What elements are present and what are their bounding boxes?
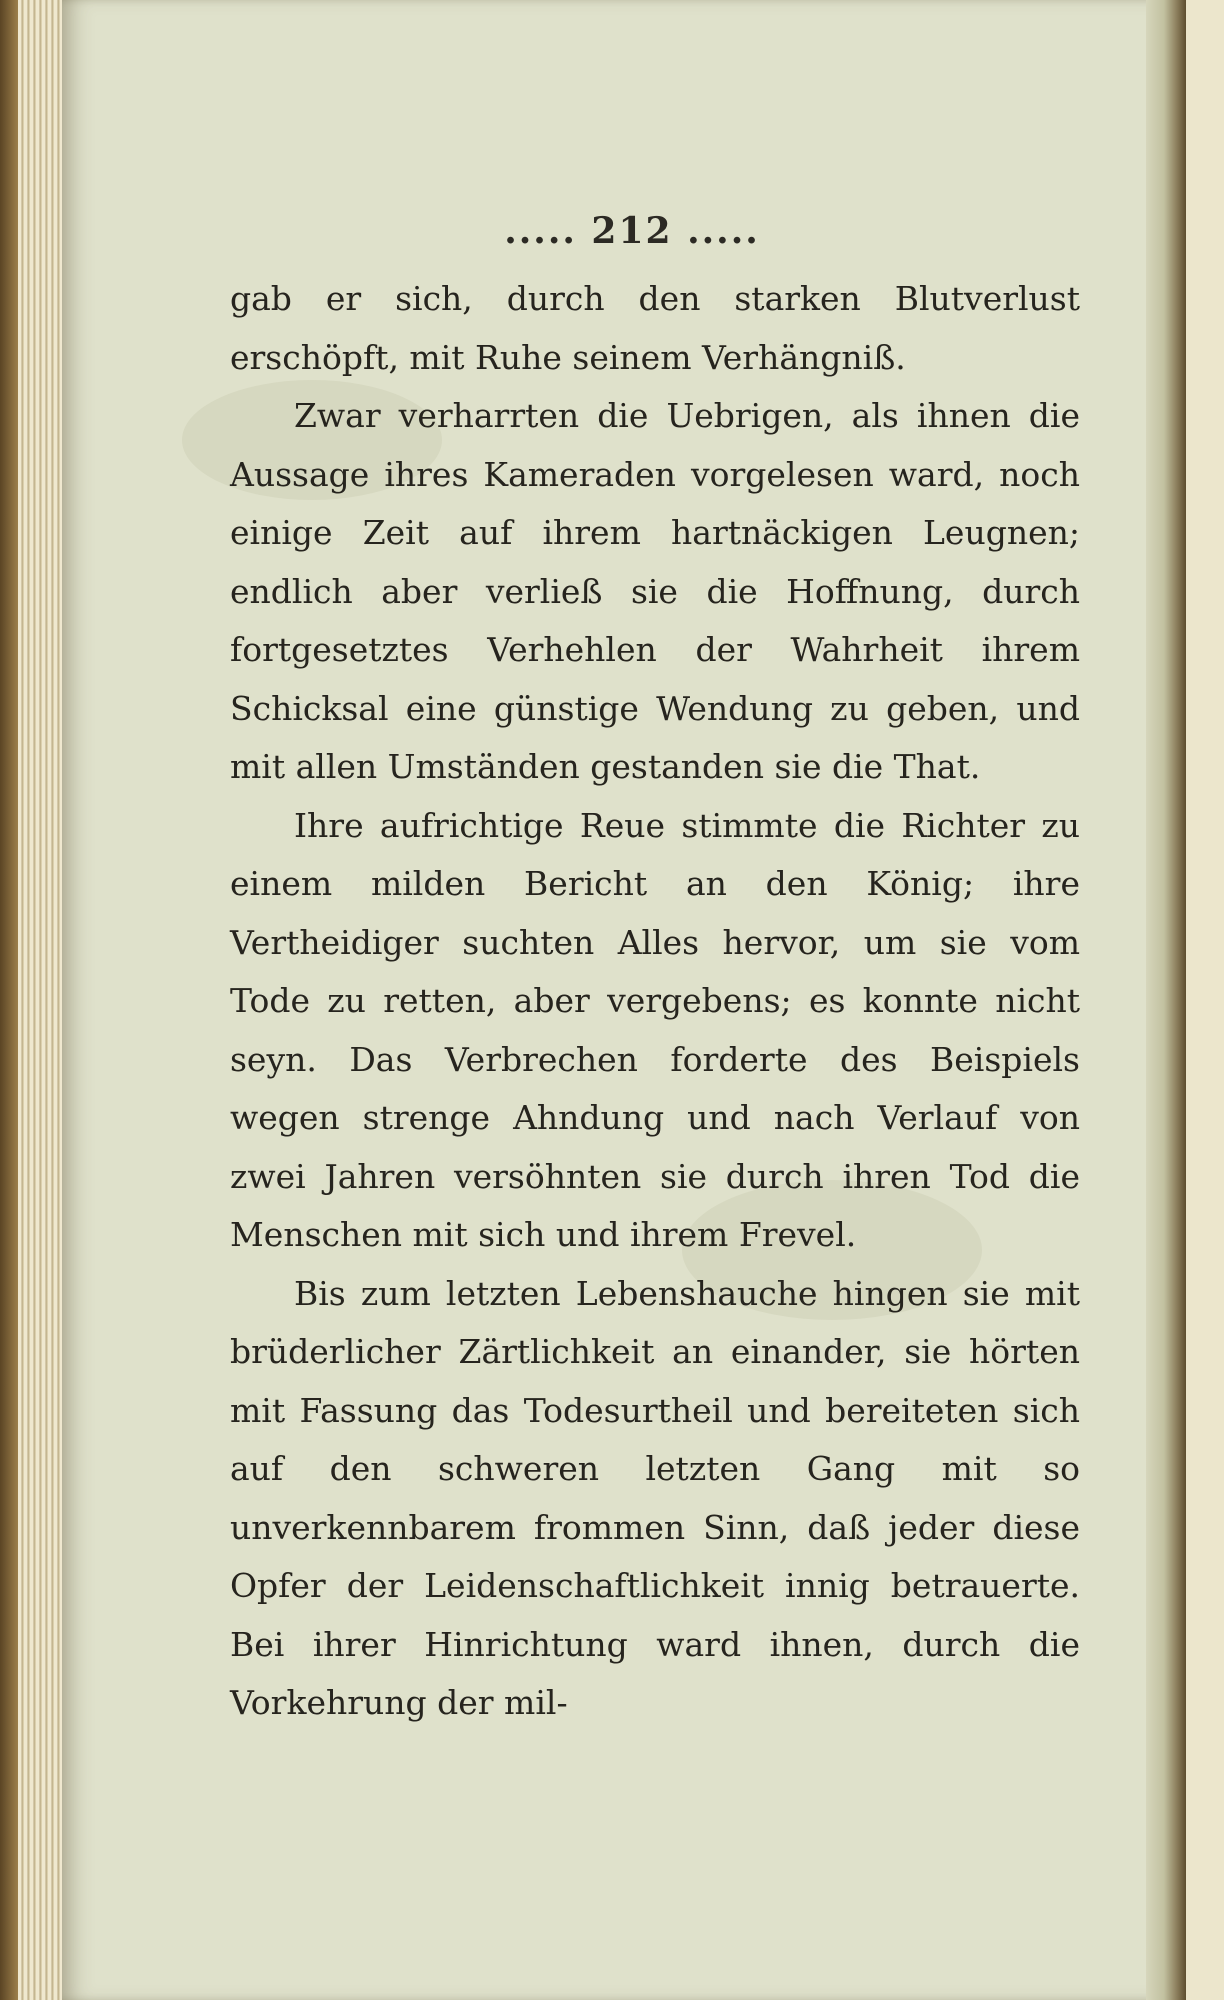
page-edge: [1146, 0, 1186, 2000]
page-number: ..... 212 .....: [504, 210, 760, 252]
body-text: [230, 270, 1080, 1733]
spine-shadow: [0, 0, 18, 2000]
paragraph: gab er sich, durch den starken Blutverlust erschöpft, mit Ruhe seinem Verhängniß.: [230, 279, 1080, 377]
paragraph: Ihre aufrichtige Reue stimmte die Richter zu einem milden Bericht an den König; ihre Vertheidiger suchten Alles hervor, um sie vom Tode zu retten, aber vergebens; es konnte nicht seyn. Das Verbrechen forderte des Beispiels wegen strenge Ahndung und nach Verlauf von zwei Jahren versöhnten sie durch ihren Tod die Menschen mit sich und ihrem Frevel.: [230, 805, 1080, 1254]
paragraph: Bis zum letzten Lebenshauche hingen sie mit brüderlicher Zärtlichkeit an einander, sie hörten mit Fassung das Todesurtheil und bereiteten sich auf den schweren letzten Gang mit so unverkennbarem frommen Sinn, daß jeder diese Opfer der Leidenschaftlichkeit innig betrauerte. Bei ihrer Hinrichtung ward ihnen, durch die Vorkehrung der mil-: [230, 1273, 1080, 1722]
paragraph: Zwar verharrten die Uebrigen, als ihnen die Aussage ihres Kameraden vorgelesen ward, noch einige Zeit auf ihrem hartnäckigen Leugnen; endlich aber verließ sie die Hoffnung, durch fortgesetztes Verhehlen der Wahrheit ihrem Schicksal eine günstige Wendung zu geben, und mit allen Umständen gestanden sie die That.: [230, 396, 1080, 786]
